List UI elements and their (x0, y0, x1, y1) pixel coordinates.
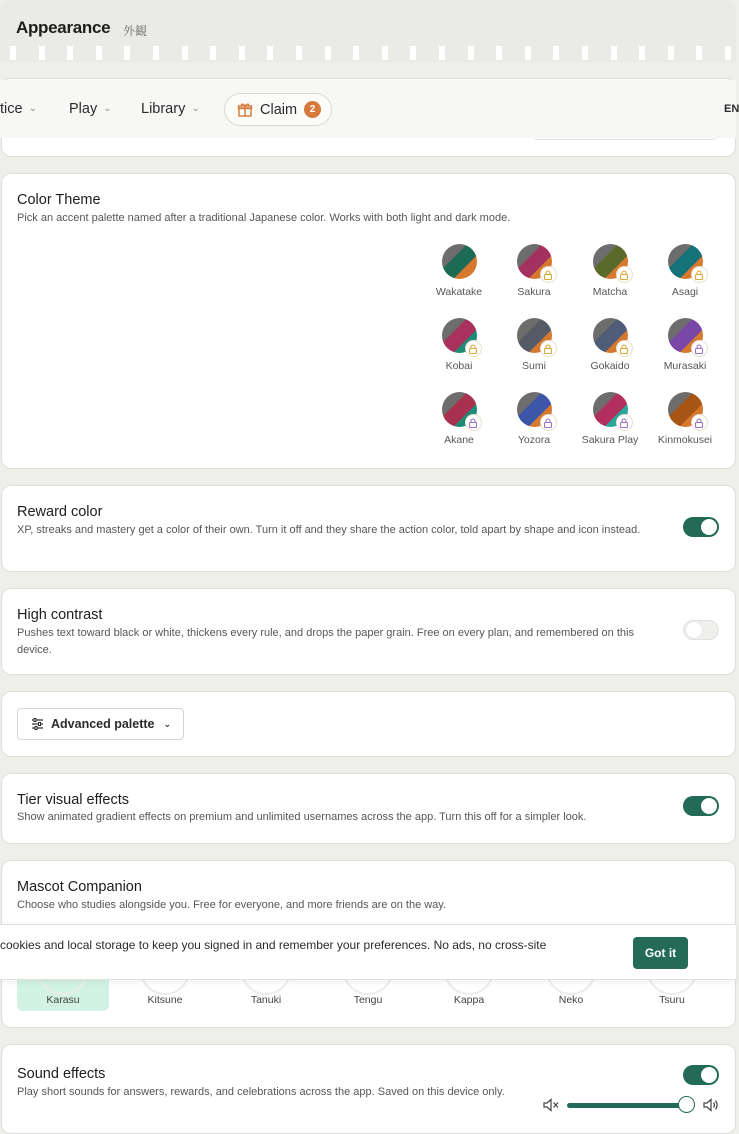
lock-icon (691, 266, 708, 283)
header-tick (582, 46, 588, 60)
theme-swatch-sakura-play[interactable] (570, 392, 650, 446)
chevron-down-icon: ⌄ (103, 102, 112, 114)
header-tick (10, 46, 16, 60)
advanced-palette-label: Advanced palette (51, 717, 155, 731)
swatch-circle (668, 392, 703, 427)
theme-swatch-wakatake[interactable] (419, 244, 499, 298)
swatch-circle (442, 318, 477, 353)
page-title: Appearance (16, 18, 111, 37)
nav-item-label: tice (0, 101, 23, 117)
swatch-label: Sakura (517, 286, 551, 298)
header-tick (525, 46, 531, 60)
nav-item-label: Play (69, 101, 98, 117)
swatch-label: Yozora (517, 434, 551, 446)
swatch-label: Gokaido (590, 360, 630, 372)
header-decoration (0, 46, 736, 62)
tier-effects-toggle[interactable] (683, 796, 719, 816)
swatch-label: Akane (444, 434, 474, 446)
swatch-label: Sumi (522, 360, 546, 372)
mascot-label: Neko (558, 994, 584, 1006)
nav-item-label: Library (141, 101, 186, 117)
nav-item-practice[interactable] (0, 101, 37, 117)
volume-slider-handle[interactable] (678, 1096, 695, 1113)
swatch-circle (442, 392, 477, 427)
reward-color-toggle[interactable] (683, 517, 719, 537)
mascot-label: Tanuki (250, 994, 282, 1006)
color-theme-description: Pick an accent palette named after a traditional Japanese color. Works with both light and dark mode. (17, 212, 511, 224)
mascot-description: Choose who studies alongside you. Free for everyone, and more friends are on the way. (17, 899, 447, 911)
header-tick (67, 46, 73, 60)
swatch-circle (517, 318, 552, 353)
chevron-down-icon: ⌄ (191, 102, 200, 114)
nav-item-play[interactable] (69, 101, 112, 117)
volume-slider-track[interactable] (567, 1103, 687, 1108)
reward-color-title: Reward color (17, 504, 103, 520)
sliders-icon (31, 718, 44, 730)
cookie-text: cookies and local storage to keep you signed in and remember your preferences. No ads, no cross-site (0, 938, 547, 952)
mascot-title: Mascot Companion (17, 879, 142, 895)
lock-icon (616, 340, 633, 357)
top-nav (0, 80, 739, 138)
swatch-label: Kobai (445, 360, 473, 372)
lock-icon (540, 266, 557, 283)
swatch-circle (668, 244, 703, 279)
header-tick (325, 46, 331, 60)
header-tick (267, 46, 273, 60)
claim-count-badge: 2 (304, 101, 321, 118)
header-tick (96, 46, 102, 60)
theme-swatch-asagi[interactable] (645, 244, 725, 298)
swatch-label: Sakura Play (581, 434, 639, 446)
high-contrast-title: High contrast (17, 607, 103, 623)
cookie-accept-button[interactable]: Got it (633, 937, 688, 969)
swatch-circle (593, 318, 628, 353)
advanced-palette-button[interactable] (17, 708, 184, 740)
header-tick (410, 46, 416, 60)
theme-swatch-gokaido[interactable] (570, 318, 650, 372)
header-tick (353, 46, 359, 60)
volume-mute-icon[interactable] (543, 1098, 559, 1112)
high-contrast-toggle[interactable] (683, 620, 719, 640)
high-contrast-description: Pushes text toward black or white, thickens every rule, and drops the paper grain. Free on every plan, and remembered on this device. (17, 627, 634, 656)
theme-swatch-kobai[interactable] (419, 318, 499, 372)
swatch-label: Kinmokusei (657, 434, 713, 446)
swatch-label: Murasaki (663, 360, 707, 372)
swatch-label: Matcha (592, 286, 628, 298)
mascot-label: Tsuru (659, 994, 685, 1006)
header-tick (210, 46, 216, 60)
swatch-label: Wakatake (435, 286, 483, 298)
header-tick (382, 46, 388, 60)
header-tick (296, 46, 302, 60)
theme-swatch-sakura[interactable] (494, 244, 574, 298)
swatch-circle (593, 244, 628, 279)
mascot-label: Tengu (353, 994, 383, 1006)
swatch-label: Asagi (671, 286, 699, 298)
nav-item-library[interactable] (141, 101, 200, 117)
sound-effects-title: Sound effects (17, 1066, 106, 1082)
header-tick (124, 46, 130, 60)
header-tick (182, 46, 188, 60)
header-tick (639, 46, 645, 60)
page-header (0, 0, 736, 62)
gift-icon (237, 102, 253, 118)
header-tick (725, 46, 731, 60)
theme-swatch-murasaki[interactable] (645, 318, 725, 372)
theme-swatch-sumi[interactable] (494, 318, 574, 372)
lock-icon (616, 266, 633, 283)
cookie-banner (0, 924, 736, 980)
header-tick (153, 46, 159, 60)
claim-button[interactable] (224, 93, 332, 126)
chevron-down-icon: ⌄ (28, 102, 37, 114)
header-tick (611, 46, 617, 60)
swatch-circle (442, 244, 477, 279)
theme-swatch-matcha[interactable] (570, 244, 650, 298)
sound-effects-toggle[interactable] (683, 1065, 719, 1085)
header-tick (668, 46, 674, 60)
chevron-down-icon: ⌄ (163, 718, 172, 729)
swatch-circle (668, 318, 703, 353)
header-tick (468, 46, 474, 60)
theme-swatch-yozora[interactable] (494, 392, 574, 446)
header-tick (496, 46, 502, 60)
reward-color-description: XP, streaks and mastery get a color of their own. Turn it off and they share the action color, told apart by shape and icon instead. (17, 524, 641, 536)
swatch-circle (593, 392, 628, 427)
language-switcher[interactable]: EN (724, 103, 739, 115)
color-theme-title: Color Theme (17, 192, 101, 208)
mascot-label: Kappa (453, 994, 485, 1006)
header-tick (696, 46, 702, 60)
header-tick (439, 46, 445, 60)
mascot-label: Kitsune (147, 994, 183, 1006)
tier-effects-description: Show animated gradient effects on premium and unlimited usernames across the app. Turn this off for a simpler look. (17, 811, 587, 823)
tier-effects-title: Tier visual effects (17, 792, 130, 808)
claim-label: Claim (260, 101, 298, 118)
lock-icon (465, 414, 482, 431)
header-tick (239, 46, 245, 60)
swatch-circle (517, 244, 552, 279)
lock-icon (465, 340, 482, 357)
swatch-circle (517, 392, 552, 427)
lock-icon (691, 414, 708, 431)
theme-swatch-kinmokusei[interactable] (645, 392, 725, 446)
page-subtitle-jp: 外観 (123, 24, 148, 38)
mascot-label: Karasu (46, 994, 80, 1006)
header-tick (553, 46, 559, 60)
theme-swatch-akane[interactable] (419, 392, 499, 446)
volume-high-icon[interactable] (703, 1098, 719, 1112)
lock-icon (540, 414, 557, 431)
lock-icon (691, 340, 708, 357)
lock-icon (616, 414, 633, 431)
lock-icon (540, 340, 557, 357)
header-tick (39, 46, 45, 60)
sound-effects-description: Play short sounds for answers, rewards, and celebrations across the app. Saved on this device only. (17, 1086, 505, 1098)
